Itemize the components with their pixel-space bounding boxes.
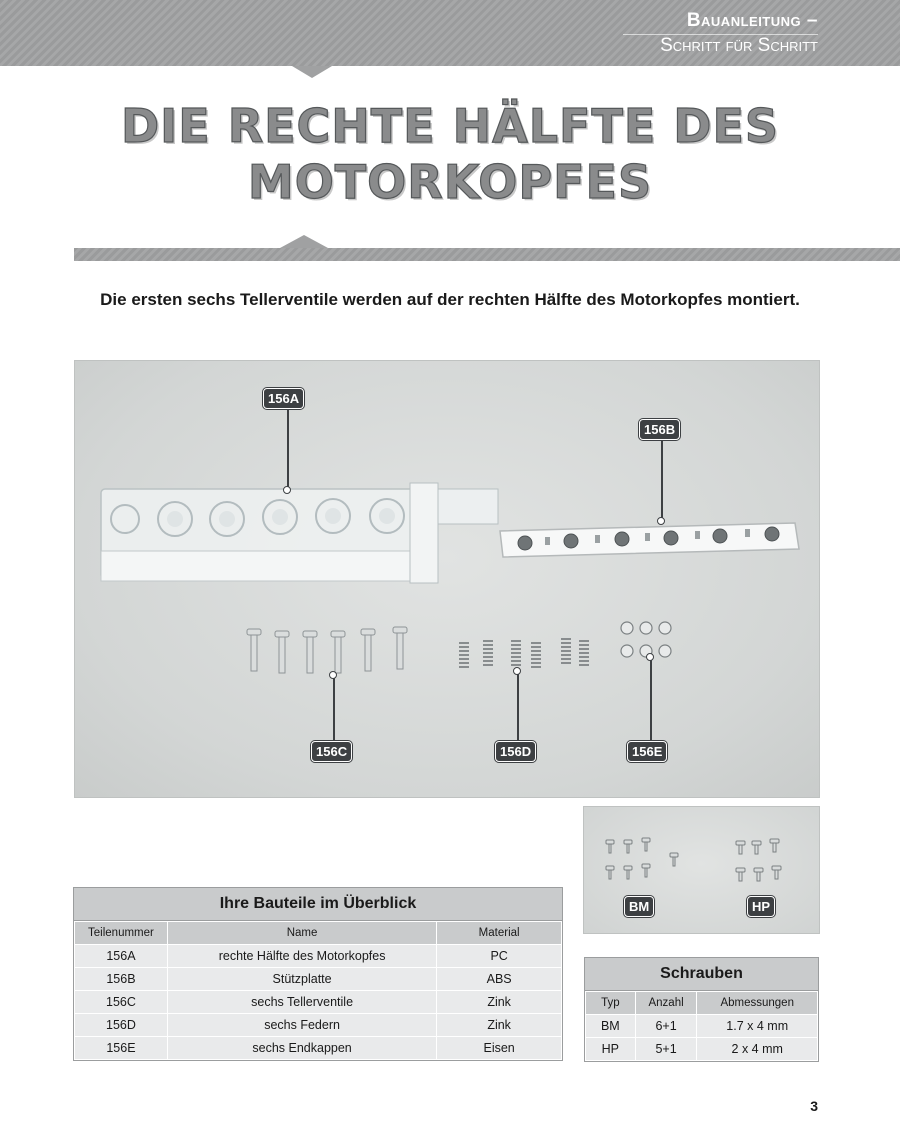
- engine-head-half-illustration: [101, 483, 498, 583]
- table-row: [586, 1015, 818, 1038]
- screws-illustration: [584, 807, 819, 933]
- part-material-cell: Zink: [437, 1014, 562, 1037]
- page-number: 3: [810, 1098, 818, 1114]
- table-row: [75, 991, 562, 1014]
- column-header: Material: [437, 922, 562, 945]
- screws-photo: [583, 806, 820, 934]
- screw-label-bm: BM: [624, 896, 654, 917]
- part-label-156b: 156B: [639, 419, 680, 440]
- springs-illustration: [459, 639, 589, 667]
- part-number-cell: 156B: [75, 968, 168, 991]
- hp-screws-illustration: [736, 839, 781, 881]
- parts-table-title: Ihre Bauteile im Überblick: [74, 888, 562, 921]
- leader-dot-156a: [283, 486, 291, 494]
- screw-label-hp: HP: [747, 896, 775, 917]
- parts-illustration: [75, 361, 819, 797]
- part-number-cell: 156C: [75, 991, 168, 1014]
- screws-table-title: Schrauben: [585, 958, 818, 991]
- column-header: Typ: [586, 992, 636, 1015]
- screws-table: [584, 957, 819, 1062]
- leader-line-156b: [661, 438, 663, 521]
- page-title-line1: DIE RECHTE HÄLFTE DES: [120, 99, 780, 153]
- leader-line-156e: [650, 657, 652, 741]
- part-material-cell: Eisen: [437, 1037, 562, 1060]
- header-notch: [292, 66, 332, 78]
- parts-table-header-row: [75, 922, 562, 945]
- part-name-cell: sechs Endkappen: [167, 1037, 436, 1060]
- title-divider-band: [74, 248, 900, 261]
- section-title-line2: Schritt für Schritt: [660, 35, 818, 56]
- part-material-cell: ABS: [437, 968, 562, 991]
- screws-table-grid: [585, 991, 818, 1061]
- part-number-cell: 156D: [75, 1014, 168, 1037]
- leader-dot-156d: [513, 667, 521, 675]
- screw-size-cell: 2 x 4 mm: [697, 1038, 818, 1061]
- table-row: [75, 968, 562, 991]
- valves-illustration: [247, 627, 407, 673]
- section-title-divider: [623, 34, 818, 35]
- table-row: [586, 1038, 818, 1061]
- parts-overview-table: [73, 887, 563, 1061]
- column-header: Name: [167, 922, 436, 945]
- screw-size-cell: 1.7 x 4 mm: [697, 1015, 818, 1038]
- page-title: [0, 98, 900, 210]
- leader-line-156a: [287, 407, 289, 489]
- bm-screws-illustration: [606, 838, 678, 879]
- screw-type-cell: HP: [586, 1038, 636, 1061]
- part-material-cell: Zink: [437, 991, 562, 1014]
- part-number-cell: 156A: [75, 945, 168, 968]
- parts-photo: [74, 360, 820, 798]
- screws-table-header-row: [586, 992, 818, 1015]
- screw-count-cell: 5+1: [635, 1038, 697, 1061]
- table-row: [75, 1014, 562, 1037]
- part-name-cell: Stützplatte: [167, 968, 436, 991]
- intro-text: Die ersten sechs Tellerventile werden auf der rechten Hälfte des Motorkopfes montiert.: [100, 290, 800, 309]
- column-header: Teilenummer: [75, 922, 168, 945]
- table-row: [75, 945, 562, 968]
- leader-line-156c: [333, 675, 335, 741]
- screw-type-cell: BM: [586, 1015, 636, 1038]
- section-title-line1: Bauanleitung –: [686, 10, 818, 31]
- end-caps-illustration: [621, 622, 671, 657]
- part-name-cell: sechs Tellerventile: [167, 991, 436, 1014]
- column-header: Anzahl: [635, 992, 697, 1015]
- leader-line-156d: [517, 671, 519, 741]
- section-title: [660, 8, 818, 58]
- page-title-line2: MOTORKOPFES: [247, 155, 653, 209]
- leader-dot-156b: [657, 517, 665, 525]
- parts-table-grid: [74, 921, 562, 1060]
- part-number-cell: 156E: [75, 1037, 168, 1060]
- part-label-156c: 156C: [311, 741, 352, 762]
- leader-dot-156c: [329, 671, 337, 679]
- part-name-cell: sechs Federn: [167, 1014, 436, 1037]
- part-name-cell: rechte Hälfte des Motorkopfes: [167, 945, 436, 968]
- table-row: [75, 1037, 562, 1060]
- column-header: Abmessungen: [697, 992, 818, 1015]
- support-plate-illustration: [500, 523, 799, 557]
- part-label-156d: 156D: [495, 741, 536, 762]
- part-label-156e: 156E: [627, 741, 667, 762]
- part-label-156a: 156A: [263, 388, 304, 409]
- divider-notch: [280, 235, 328, 248]
- part-material-cell: PC: [437, 945, 562, 968]
- screw-count-cell: 6+1: [635, 1015, 697, 1038]
- leader-dot-156e: [646, 653, 654, 661]
